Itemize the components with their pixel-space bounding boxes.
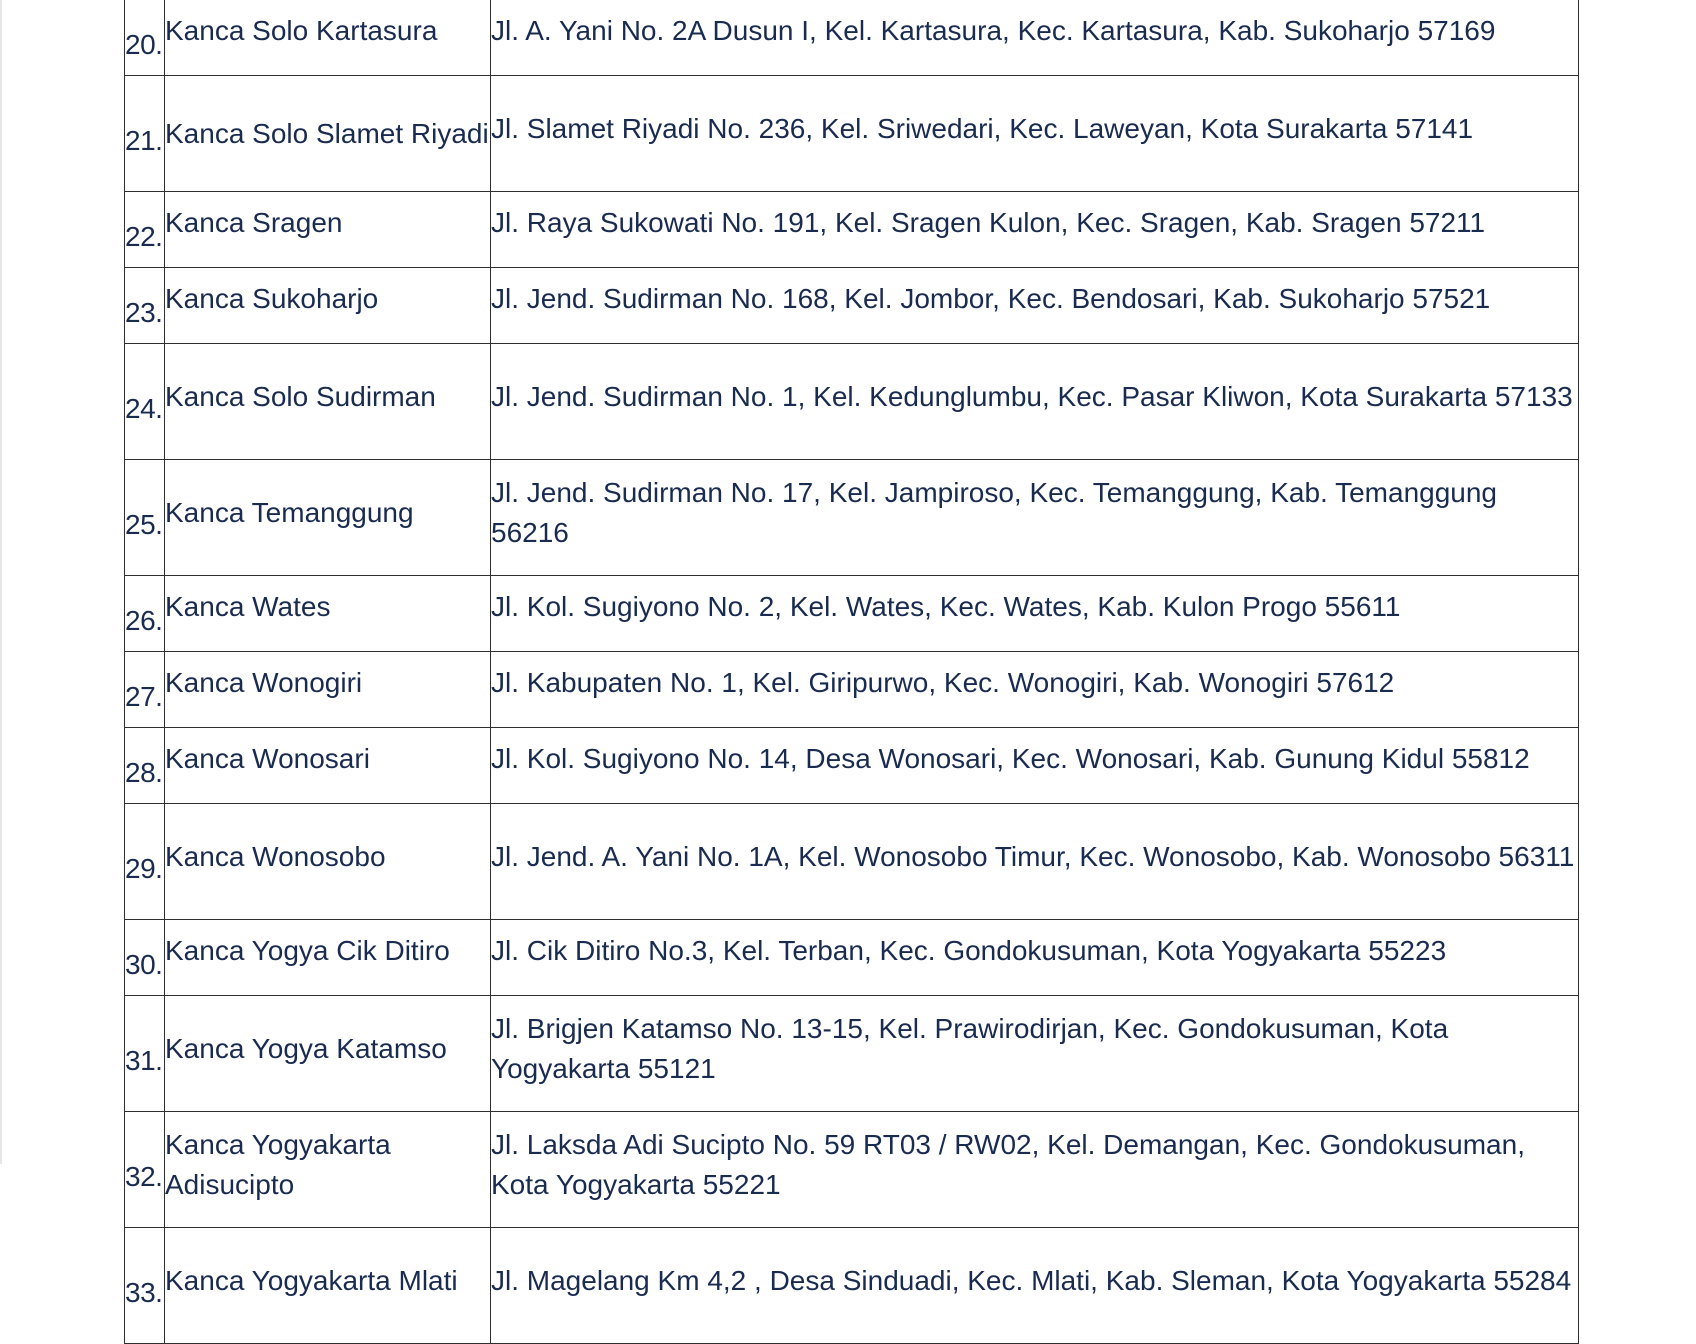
table-row [125, 652, 1579, 728]
table-row [125, 192, 1579, 268]
branch-address: Jl. Kol. Sugiyono No. 14, Desa Wonosari, Kec. Wonosari, Kab. Gunung Kidul 55812 [491, 728, 1579, 804]
branch-name: Kanca Wonosobo [165, 804, 491, 920]
branch-name: Kanca Wonogiri [165, 652, 491, 728]
branch-table [124, 0, 1579, 1344]
branch-name: Kanca Yogya Katamso [165, 996, 491, 1112]
branch-name: Kanca Solo Kartasura [165, 0, 491, 76]
table-row [125, 460, 1579, 576]
row-number: 24. [125, 344, 165, 460]
branch-name: Kanca Yogyakarta Adisucipto [165, 1112, 491, 1228]
row-number: 23. [125, 268, 165, 344]
row-number: 28. [125, 728, 165, 804]
branch-address: Jl. A. Yani No. 2A Dusun I, Kel. Kartasura, Kec. Kartasura, Kab. Sukoharjo 57169 [491, 0, 1579, 76]
branch-name: Kanca Wonosari [165, 728, 491, 804]
branch-name: Kanca Sukoharjo [165, 268, 491, 344]
page-left-edge [0, 0, 2, 1164]
row-number: 33. [125, 1228, 165, 1344]
table-row [125, 920, 1579, 996]
branch-address: Jl. Cik Ditiro No.3, Kel. Terban, Kec. Gondokusuman, Kota Yogyakarta 55223 [491, 920, 1579, 996]
branch-name: Kanca Yogya Cik Ditiro [165, 920, 491, 996]
row-number: 29. [125, 804, 165, 920]
row-number: 31. [125, 996, 165, 1112]
branch-name: Kanca Sragen [165, 192, 491, 268]
branch-address: Jl. Laksda Adi Sucipto No. 59 RT03 / RW02, Kel. Demangan, Kec. Gondokusuman, Kota Yogyakarta 55221 [491, 1112, 1579, 1228]
branch-address: Jl. Jend. Sudirman No. 168, Kel. Jombor, Kec. Bendosari, Kab. Sukoharjo 57521 [491, 268, 1579, 344]
branch-name: Kanca Temanggung [165, 460, 491, 576]
table-row [125, 344, 1579, 460]
branch-address: Jl. Jend. Sudirman No. 17, Kel. Jampiroso, Kec. Temanggung, Kab. Temanggung 56216 [491, 460, 1579, 576]
branch-name: Kanca Yogyakarta Mlati [165, 1228, 491, 1344]
table-row [125, 728, 1579, 804]
row-number: 30. [125, 920, 165, 996]
table-row [125, 576, 1579, 652]
branch-address: Jl. Slamet Riyadi No. 236, Kel. Sriwedari, Kec. Laweyan, Kota Surakarta 57141 [491, 76, 1579, 192]
branch-name: Kanca Solo Slamet Riyadi [165, 76, 491, 192]
table-row [125, 76, 1579, 192]
branch-table-container [124, 0, 1575, 1344]
row-number: 22. [125, 192, 165, 268]
table-row [125, 268, 1579, 344]
table-row [125, 1112, 1579, 1228]
branch-name: Kanca Wates [165, 576, 491, 652]
branch-address: Jl. Magelang Km 4,2 , Desa Sinduadi, Kec. Mlati, Kab. Sleman, Kota Yogyakarta 55284 [491, 1228, 1579, 1344]
branch-address: Jl. Kol. Sugiyono No. 2, Kel. Wates, Kec. Wates, Kab. Kulon Progo 55611 [491, 576, 1579, 652]
row-number: 20. [125, 0, 165, 76]
branch-address: Jl. Kabupaten No. 1, Kel. Giripurwo, Kec. Wonogiri, Kab. Wonogiri 57612 [491, 652, 1579, 728]
row-number: 26. [125, 576, 165, 652]
row-number: 25. [125, 460, 165, 576]
row-number: 21. [125, 76, 165, 192]
table-row [125, 1228, 1579, 1344]
table-row [125, 0, 1579, 76]
branch-name: Kanca Solo Sudirman [165, 344, 491, 460]
table-row [125, 804, 1579, 920]
branch-address: Jl. Brigjen Katamso No. 13-15, Kel. Prawirodirjan, Kec. Gondokusuman, Kota Yogyakarta 55121 [491, 996, 1579, 1112]
branch-address: Jl. Raya Sukowati No. 191, Kel. Sragen Kulon, Kec. Sragen, Kab. Sragen 57211 [491, 192, 1579, 268]
table-row [125, 996, 1579, 1112]
branch-address: Jl. Jend. Sudirman No. 1, Kel. Kedunglumbu, Kec. Pasar Kliwon, Kota Surakarta 57133 [491, 344, 1579, 460]
row-number: 27. [125, 652, 165, 728]
row-number: 32. [125, 1112, 165, 1228]
branch-address: Jl. Jend. A. Yani No. 1A, Kel. Wonosobo Timur, Kec. Wonosobo, Kab. Wonosobo 56311 [491, 804, 1579, 920]
